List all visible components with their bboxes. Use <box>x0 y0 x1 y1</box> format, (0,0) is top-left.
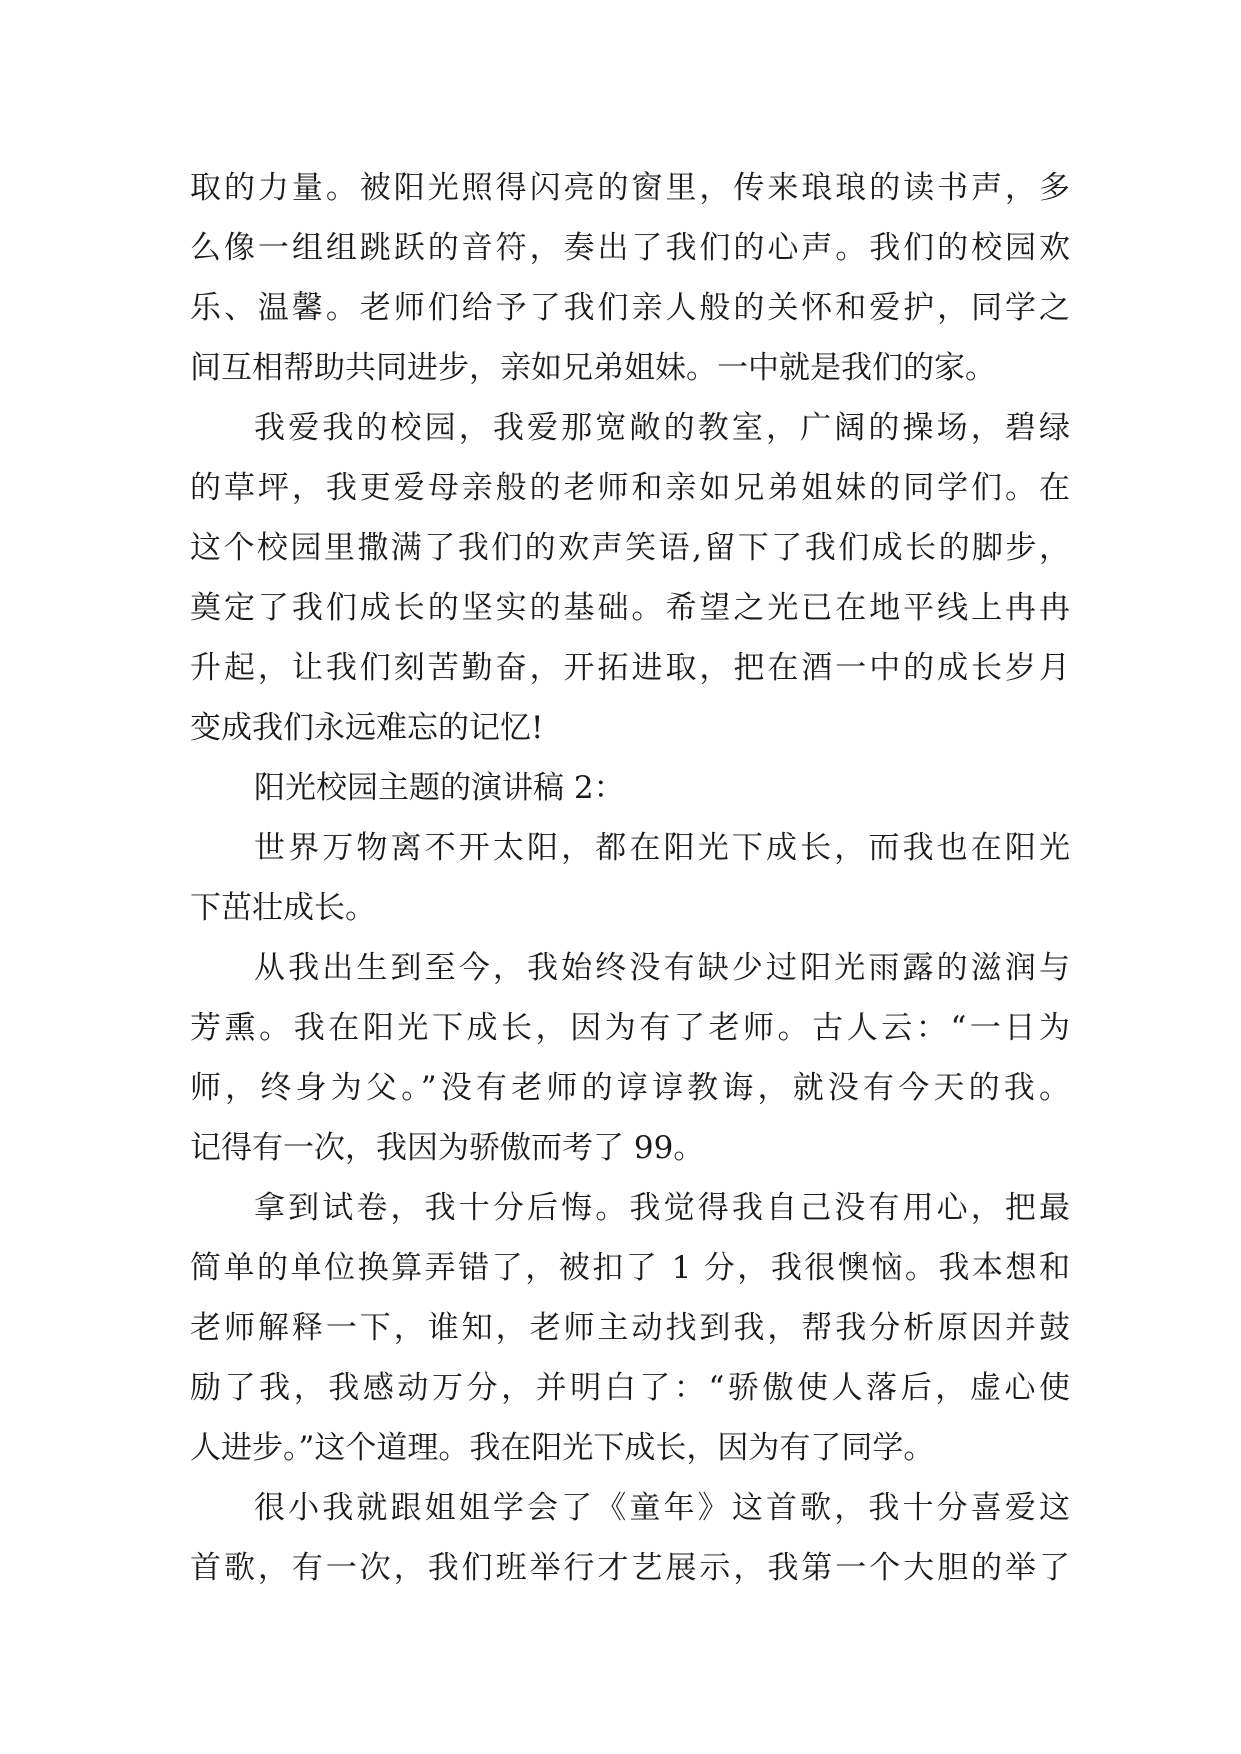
text-line: 芳熏。我在阳光下成长，因为有了老师。古人云：“一日为 <box>190 1010 1070 1046</box>
text-line: 的草坪，我更爱母亲般的老师和亲如兄弟姐妹的同学们。在 <box>190 470 1070 506</box>
text-line: 间互相帮助共同进步，亲如兄弟姐妹。一中就是我们的家。 <box>190 350 996 386</box>
text-line: 师，终身为父。”没有老师的谆谆教诲，就没有今天的我。 <box>190 1070 1070 1106</box>
text-line: 乐、温馨。老师们给予了我们亲人般的关怀和爱护，同学之 <box>190 290 1070 326</box>
text-line: 取的力量。被阳光照得闪亮的窗里，传来琅琅的读书声，多 <box>190 170 1070 206</box>
text-line: 记得有一次，我因为骄傲而考了 99。 <box>190 1130 705 1166</box>
text-line: 很小我就跟姐姐学会了《童年》这首歌，我十分喜爱这 <box>254 1490 1070 1526</box>
text-line: 我爱我的校园，我爱那宽敞的教室，广阔的操场，碧绿 <box>254 410 1070 446</box>
text-line: 老师解释一下，谁知，老师主动找到我，帮我分析原因并鼓 <box>190 1310 1070 1346</box>
text-line: 简单的单位换算弄错了，被扣了 1 分，我很懊恼。我本想和 <box>190 1250 1070 1286</box>
text-line: 人进步。”这个道理。我在阳光下成长，因为有了同学。 <box>190 1430 935 1466</box>
text-line: 世界万物离不开太阳，都在阳光下成长，而我也在阳光 <box>254 830 1070 866</box>
text-line: 奠定了我们成长的坚实的基础。希望之光已在地平线上冉冉 <box>190 590 1070 626</box>
text-line: 下茁壮成长。 <box>190 890 376 926</box>
text-line: 拿到试卷，我十分后悔。我觉得我自己没有用心，把最 <box>254 1190 1070 1226</box>
text-line: 变成我们永远难忘的记忆! <box>190 710 544 746</box>
body-text <box>190 158 1070 1598</box>
text-line: 从我出生到至今，我始终没有缺少过阳光雨露的滋润与 <box>254 950 1070 986</box>
text-line: 升起，让我们刻苦勤奋，开拓进取，把在酒一中的成长岁月 <box>190 650 1070 686</box>
text-line: 首歌，有一次，我们班举行才艺展示，我第一个大胆的举了 <box>190 1550 1070 1586</box>
text-line: 励了我，我感动万分，并明白了：“骄傲使人落后，虚心使 <box>190 1370 1070 1406</box>
text-line: 这个校园里撒满了我们的欢声笑语,留下了我们成长的脚步， <box>190 530 1070 566</box>
section-heading: 阳光校园主题的演讲稿 2： <box>254 770 625 806</box>
text-line: 么像一组组跳跃的音符，奏出了我们的心声。我们的校园欢 <box>190 230 1070 266</box>
